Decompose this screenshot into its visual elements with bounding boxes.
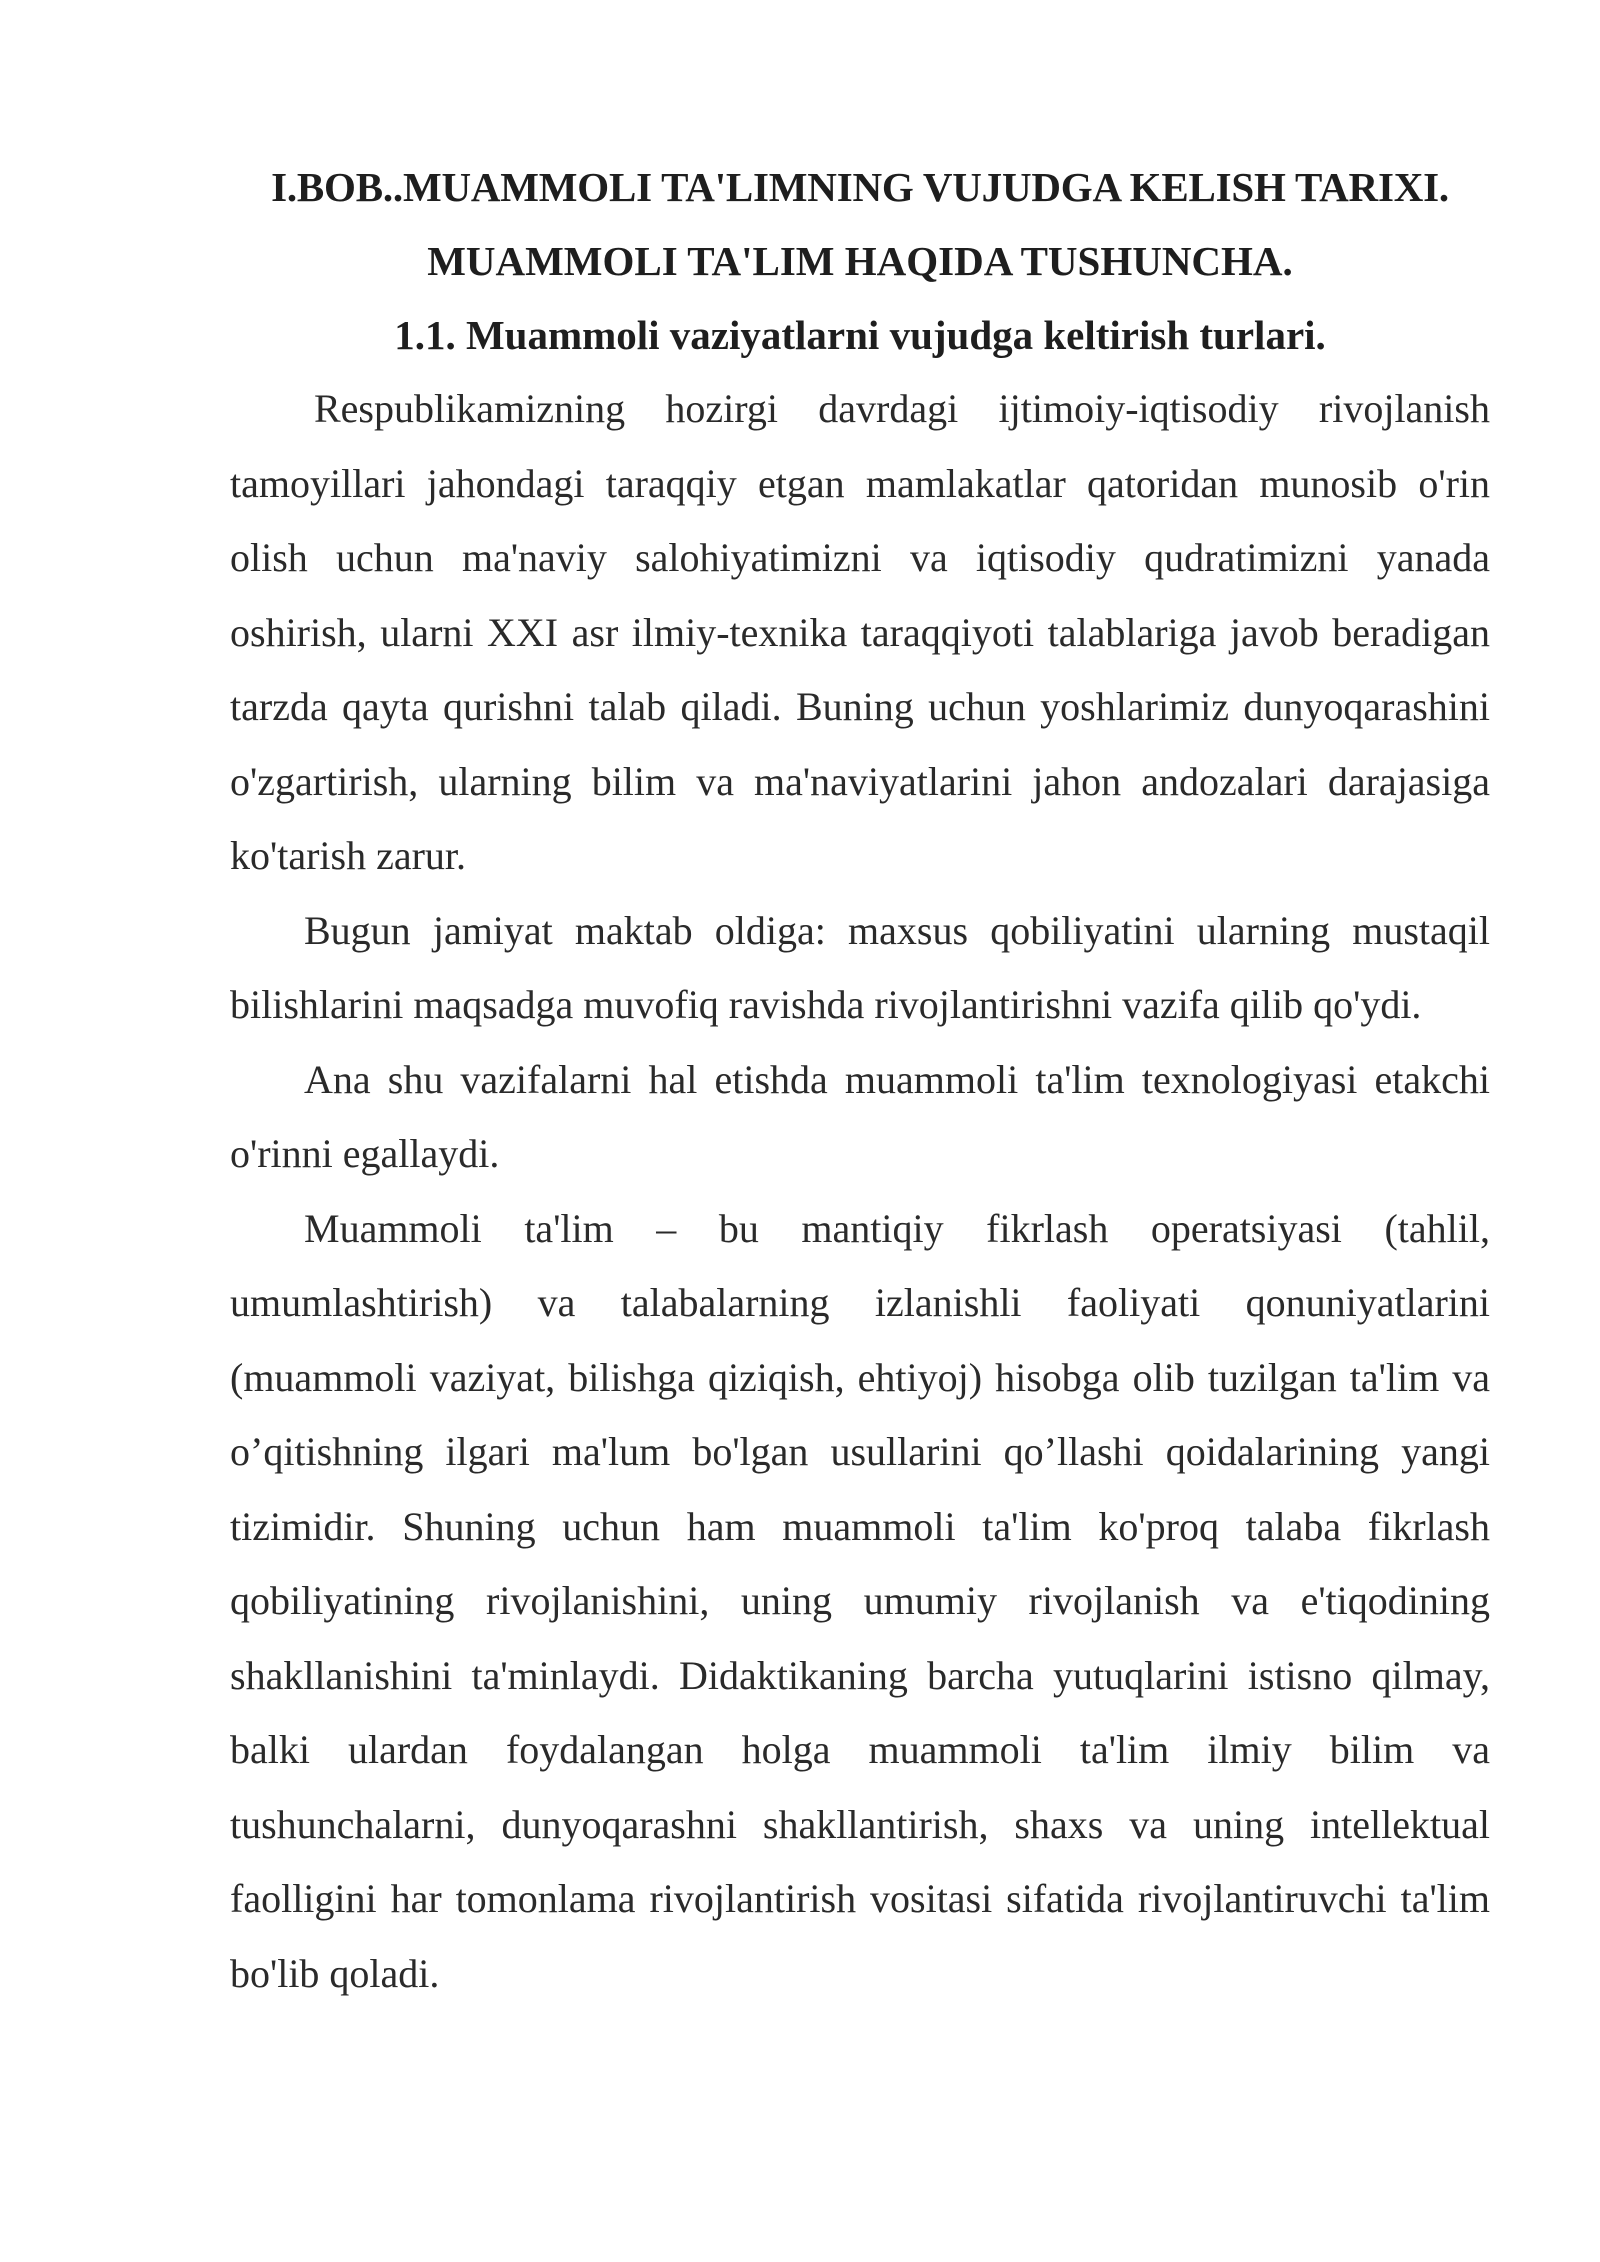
paragraph-2: Bugun jamiyat maktab oldiga: maxsus qobiliyatini ularning mustaqil bilishlarini maqsadga muvofiq ravishda rivojlantirishni vazifa qilib qo'ydi. bbox=[230, 907, 1490, 1027]
paragraph-4: Muammoli ta'lim – bu mantiqiy fikrlash operatsiyasi (tahlil, umumlashtirish) va talabalarning izlanishli faoliyati qonuniyatlarini (muammoli vaziyat, bilishga qiziqish, ehtiyoj) hisobga olib tuzilgan ta'lim va o’qitishning ilgari ma'lum bo'lgan usullarini qo’llashi qoidalarining yangi tizimidir. Shuning uchun ham muammoli ta'lim ko'proq talaba fikrlash qobiliyatining rivojlanishini, uning umumiy rivojlanish va e'tiqodining shakllanishini ta'minlaydi. Didaktikaning barcha yutuqlarini istisno qilmay, balki ulardan foydalangan holga muammoli ta'lim ilmiy bilim va tushunchalarni, dunyoqarashni shakllantirish, shaxs va uning intellektual faolligini har tomonlama rivojlantirish vositasi sifatida rivojlantiruvchi ta'lim bo'lib qoladi. bbox=[230, 1205, 1490, 1996]
paragraph-3: Ana shu vazifalarni hal etishda muammoli ta'lim texnologiyasi etakchi o'rinni egallaydi. bbox=[230, 1056, 1490, 1176]
chapter-title-line-1: I.BOB..MUAMMOLI TA'LIMNING VUJUDGA KELISH TARIXI. bbox=[271, 164, 1449, 210]
chapter-title-line-2: MUAMMOLI TA'LIM HAQIDA TUSHUNCHA. bbox=[427, 238, 1293, 284]
section-title: 1.1. Muammoli vaziyatlarni vujudga keltirish turlari. bbox=[394, 312, 1326, 358]
document-page bbox=[230, 150, 1490, 2011]
paragraph-1: Respublikamizning hozirgi davrdagi ijtimoiy-iqtisodiy rivojlanish tamoyillari jahondagi taraqqiy etgan mamlakatlar qatoridan munosib o'rin olish uchun ma'naviy salohiyatimizni va iqtisodiy qudratimizni yanada oshirish, ularni XXI asr ilmiy-texnika taraqqiyoti talablariga javob beradigan tarzda qayta qurishni talab qiladi. Buning uchun yoshlarimiz dunyoqarashini o'zgartirish, ularning bilim va ma'naviyatlarini jahon andozalari darajasiga ko'tarish zarur. bbox=[230, 386, 1490, 878]
